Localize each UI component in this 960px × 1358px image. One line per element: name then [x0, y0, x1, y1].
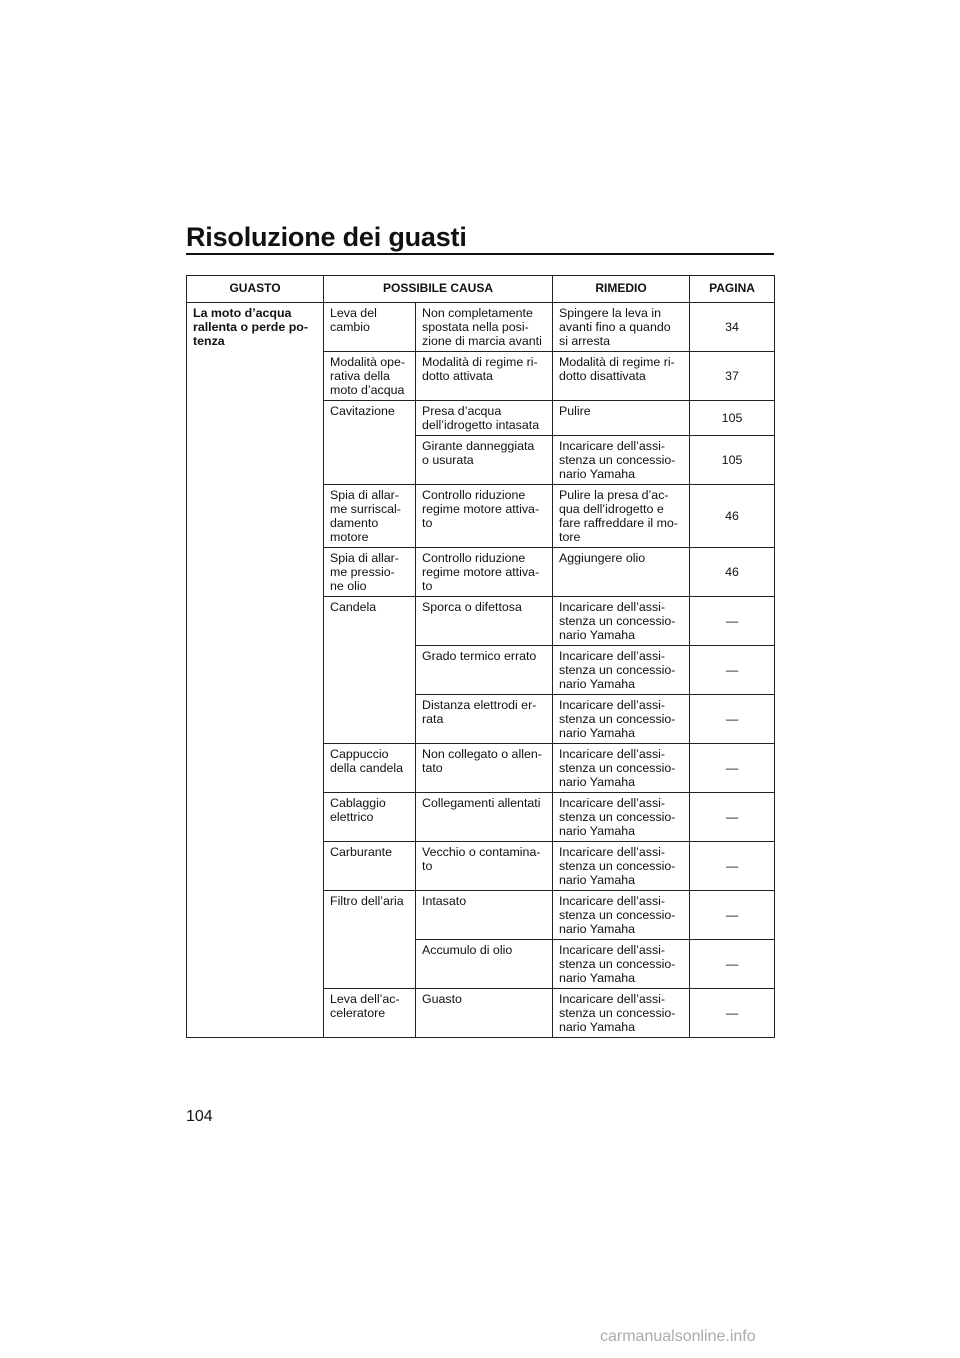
causa-cell: Cappuccio della candela: [324, 744, 416, 793]
dettaglio-cell: Non completamente spostata nella posi- zione di marcia avanti: [416, 303, 553, 352]
causa-cell: Filtro dell’aria: [324, 891, 416, 989]
pagina-cell: —: [690, 940, 775, 989]
guasto-cell: La moto d’acqua rallenta o perde po- tenza: [187, 303, 324, 1038]
rimedio-cell: Pulire: [553, 401, 690, 436]
pagina-cell: —: [690, 744, 775, 793]
watermark: carmanualsonline.info: [600, 1328, 756, 1345]
rimedio-cell: Pulire la presa d’ac- qua dell’idrogetto e fare raffreddare il mo- tore: [553, 485, 690, 548]
page-title: Risoluzione dei guasti: [186, 222, 467, 252]
pagina-cell: —: [690, 695, 775, 744]
troubleshooting-table: [186, 275, 775, 1038]
causa-cell: Cavitazione: [324, 401, 416, 485]
pagina-cell: 46: [690, 548, 775, 597]
causa-cell: Spia di allar- me pressio- ne olio: [324, 548, 416, 597]
dettaglio-cell: Non collegato o allen- tato: [416, 744, 553, 793]
rimedio-cell: Incaricare dell’assi- stenza un concessio- nario Yamaha: [553, 891, 690, 940]
pagina-cell: —: [690, 597, 775, 646]
rimedio-cell: Modalità di regime ri- dotto disattivata: [553, 352, 690, 401]
rimedio-cell: Incaricare dell’assi- stenza un concessio- nario Yamaha: [553, 744, 690, 793]
dettaglio-cell: Accumulo di olio: [416, 940, 553, 989]
dettaglio-cell: Controllo riduzione regime motore attiva- to: [416, 548, 553, 597]
rimedio-cell: Incaricare dell’assi- stenza un concessio- nario Yamaha: [553, 695, 690, 744]
pagina-cell: 105: [690, 436, 775, 485]
dettaglio-cell: Guasto: [416, 989, 553, 1038]
pagina-cell: —: [690, 891, 775, 940]
header-possibile-causa: POSSIBILE CAUSA: [324, 276, 553, 303]
header-rimedio: RIMEDIO: [553, 276, 690, 303]
dettaglio-cell: Intasato: [416, 891, 553, 940]
table-header-row: [187, 276, 775, 303]
causa-cell: Cablaggio elettrico: [324, 793, 416, 842]
title-underline: [186, 253, 774, 255]
dettaglio-cell: Modalità di regime ri- dotto attivata: [416, 352, 553, 401]
pagina-cell: 34: [690, 303, 775, 352]
dettaglio-cell: Sporca o difettosa: [416, 597, 553, 646]
pagina-cell: —: [690, 793, 775, 842]
causa-cell: Candela: [324, 597, 416, 744]
rimedio-cell: Incaricare dell’assi- stenza un concessio- nario Yamaha: [553, 436, 690, 485]
pagina-cell: 105: [690, 401, 775, 436]
dettaglio-cell: Vecchio o contamina- to: [416, 842, 553, 891]
causa-cell: Spia di allar- me surriscal- damento motore: [324, 485, 416, 548]
rimedio-cell: Incaricare dell’assi- stenza un concessio- nario Yamaha: [553, 842, 690, 891]
rimedio-cell: Aggiungere olio: [553, 548, 690, 597]
rimedio-cell: Incaricare dell’assi- stenza un concessio- nario Yamaha: [553, 793, 690, 842]
dettaglio-cell: Presa d’acqua dell’idrogetto intasata: [416, 401, 553, 436]
pagina-cell: 37: [690, 352, 775, 401]
pagina-cell: —: [690, 989, 775, 1038]
causa-cell: Modalità ope- rativa della moto d’acqua: [324, 352, 416, 401]
pagina-cell: 46: [690, 485, 775, 548]
rimedio-cell: Incaricare dell’assi- stenza un concessio- nario Yamaha: [553, 940, 690, 989]
rimedio-cell: Spingere la leva in avanti fino a quando si arresta: [553, 303, 690, 352]
page-number: 104: [186, 1108, 213, 1125]
rimedio-cell: Incaricare dell’assi- stenza un concessio- nario Yamaha: [553, 597, 690, 646]
header-pagina: PAGINA: [690, 276, 775, 303]
dettaglio-cell: Controllo riduzione regime motore attiva- to: [416, 485, 553, 548]
rimedio-cell: Incaricare dell’assi- stenza un concessio- nario Yamaha: [553, 646, 690, 695]
dettaglio-cell: Collegamenti allentati: [416, 793, 553, 842]
causa-cell: Carburante: [324, 842, 416, 891]
header-guasto: GUASTO: [187, 276, 324, 303]
rimedio-cell: Incaricare dell’assi- stenza un concessio- nario Yamaha: [553, 989, 690, 1038]
dettaglio-cell: Distanza elettrodi er- rata: [416, 695, 553, 744]
pagina-cell: —: [690, 646, 775, 695]
pagina-cell: —: [690, 842, 775, 891]
causa-cell: Leva dell’ac- celeratore: [324, 989, 416, 1038]
causa-cell: Leva del cambio: [324, 303, 416, 352]
dettaglio-cell: Grado termico errato: [416, 646, 553, 695]
table-row: [187, 303, 775, 352]
dettaglio-cell: Girante danneggiata o usurata: [416, 436, 553, 485]
